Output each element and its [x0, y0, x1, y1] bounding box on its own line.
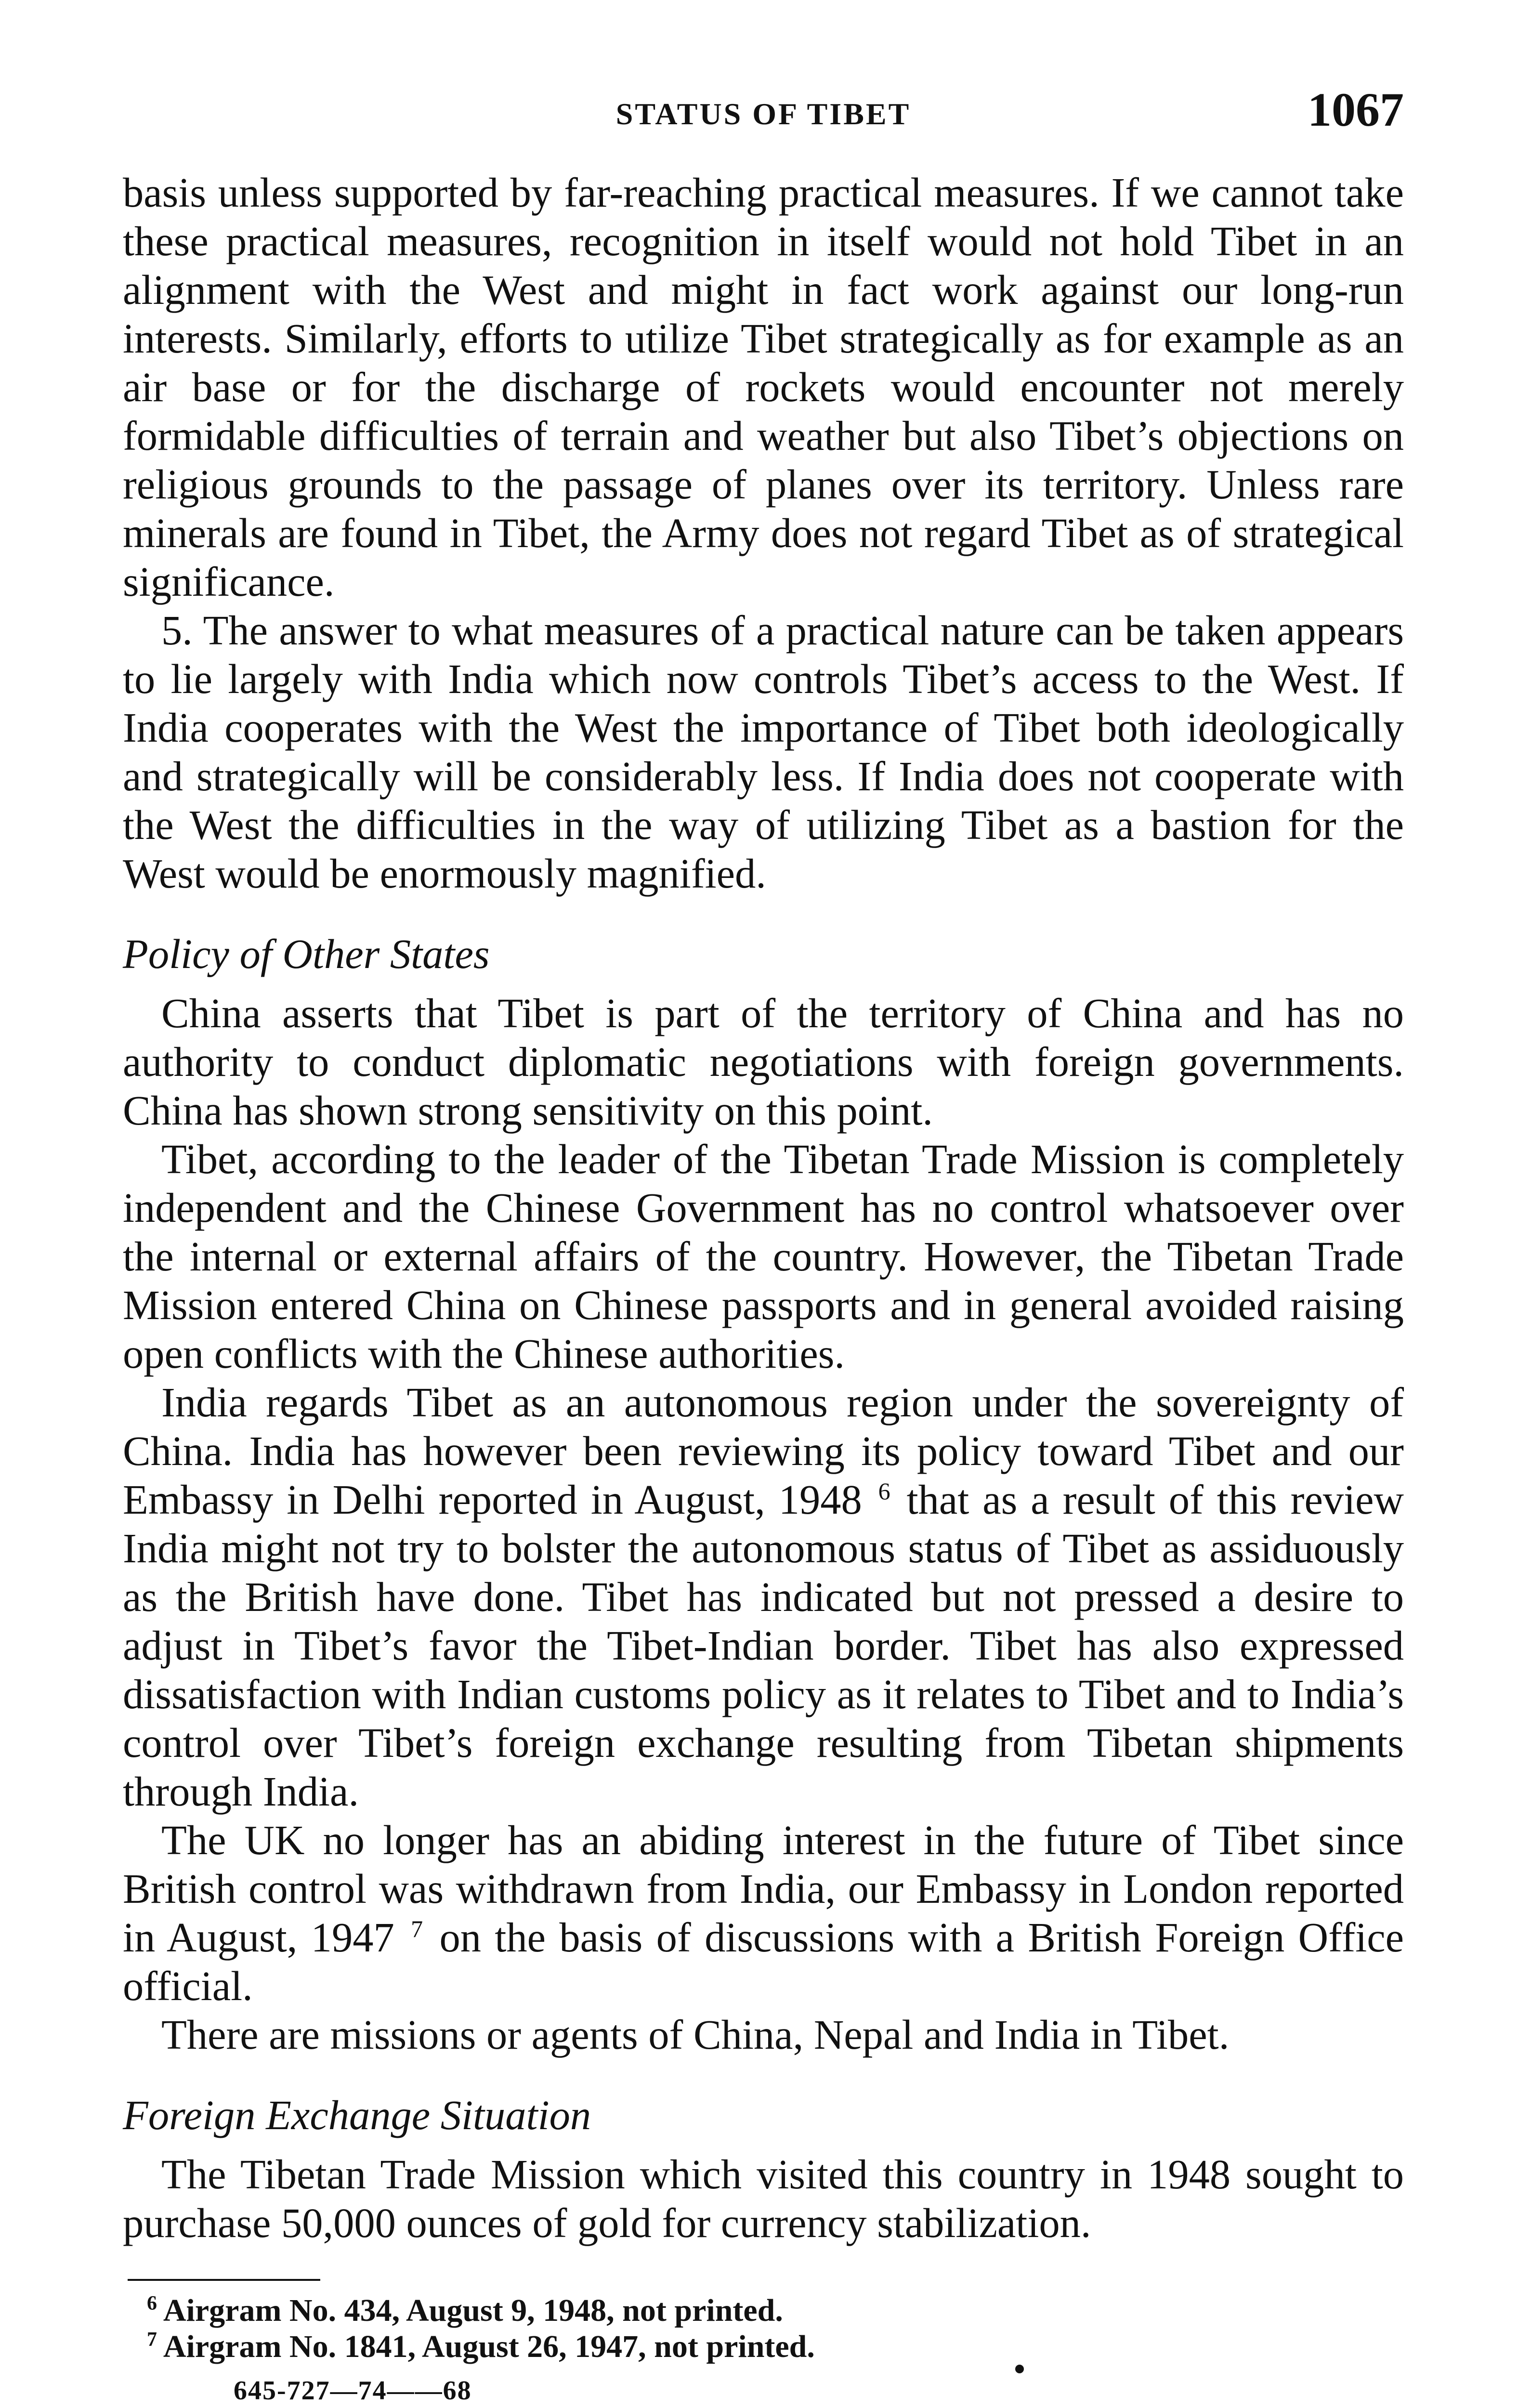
footnote-mark: 7 — [147, 2329, 157, 2351]
printer-mark: 645-727—74——68 — [234, 2376, 472, 2406]
footnotes — [135, 2292, 1387, 2365]
footnote-6 — [135, 2292, 1387, 2329]
footnote-ref-7: 7 — [411, 1915, 423, 1943]
paragraph-uk — [123, 1816, 1404, 2011]
paragraph-india-text-a: India regards Tibet as an autonomous region under the sovereignty of China. India has however been reviewing its policy toward Tibet and our Embassy in Delhi reported in August, 1948 — [123, 1379, 1404, 1523]
footnote-mark: 6 — [147, 2292, 157, 2315]
paragraph-trade-mission: The Tibetan Trade Mission which visited this country in 1948 sought to purchase 50,000 ounces of gold for currency stabilization. — [123, 2151, 1404, 2246]
paragraph-india — [123, 1378, 1404, 1816]
section-heading-policy: Policy of Other States — [123, 931, 490, 977]
page-header — [123, 82, 1404, 140]
running-title: STATUS OF TIBET — [615, 97, 911, 131]
section-heading-exchange: Foreign Exchange Situation — [123, 2092, 591, 2138]
page-number: 1067 — [1308, 83, 1404, 136]
ink-speck — [1015, 2365, 1024, 2373]
paragraph-continued: basis unless supported by far-reaching practical measures. If we cannot take these practical measures, recognition in itself would not hold Tibet in an alignment with the West and might in fact work against our long-run interests. Similarly, efforts to utilize Tibet strategically as for example as an air base or for the discharge of rockets would encounter not merely formidable difficulties of terrain and weather but also Tibet’s objections on religious grounds to the passage of planes over its territory. Unless rare minerals are found in Tibet, the Army does not regard Tibet as of strategical significance. — [123, 170, 1404, 605]
paragraph-tibet: Tibet, according to the leader of the Tibetan Trade Mission is completely independent and the Chinese Government has no control whatsoever over the internal or external affairs of the country. However, the Tibetan Trade Mission entered China on Chinese passports and in general avoided raising open conflicts with the Chinese authorities. — [123, 1136, 1404, 1377]
footnote-text: Airgram No. 1841, August 26, 1947, not printed. — [163, 2329, 815, 2364]
footnote-rule — [128, 2279, 320, 2281]
body-text — [123, 169, 1404, 2248]
paragraph-missions: There are missions or agents of China, Nepal and India in Tibet. — [161, 2012, 1230, 2058]
paragraph-china: China asserts that Tibet is part of the territory of China and has no authority to conduct diplomatic negotiations with foreign governments. China has shown strong sensitivity on this point. — [123, 990, 1404, 1134]
paragraph-uk-text-a: The UK no longer has an abiding interest in the future of Tibet since British control was withdrawn from India, our Embassy in London reported in August, 1947 — [123, 1817, 1404, 1961]
footnote-text: Airgram No. 434, August 9, 1948, not printed. — [163, 2293, 783, 2328]
footnote-ref-6: 6 — [878, 1478, 890, 1505]
paragraph-india-text-b: that as a result of this review India might not try to bolster the autonomous status of Tibet as assiduously as the British have done. Tibet has indicated but not pressed a desire to adjust in Tibet’s favor the Tibet-Indian border. Tibet has also expressed dissatisfaction with Indian customs policy as it relates to Tibet and to India’s control over Tibet’s foreign exchange resulting from Tibetan shipments through India. — [123, 1477, 1404, 1815]
paragraph-uk-text-b: on the basis of discussions with a British Foreign Office official. — [123, 1914, 1404, 2009]
paragraph-point-5: 5. The answer to what measures of a practical nature can be taken appears to lie largely with India which now controls Tibet’s access to the West. If India cooperates with the West the importance of Tibet both ideologically and strategically will be considerably less. If India does not cooperate with the West the difficulties in the way of utilizing Tibet as a bastion for the West would be enormously magnified. — [123, 607, 1404, 897]
footnote-7 — [135, 2329, 1387, 2365]
